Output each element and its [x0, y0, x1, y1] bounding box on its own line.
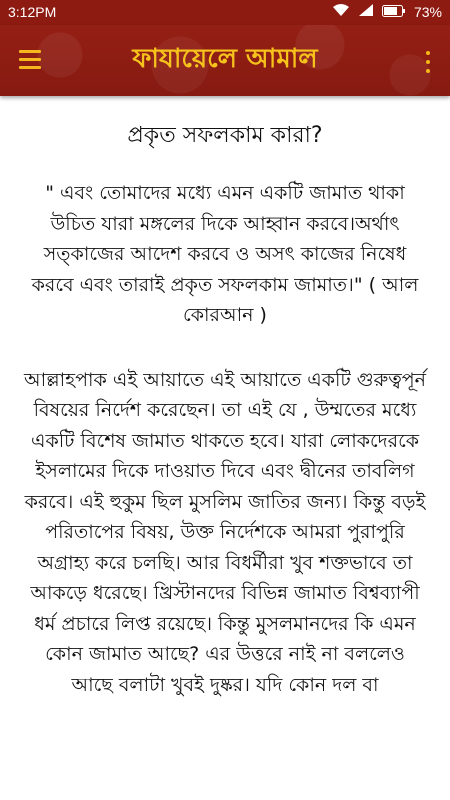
article-title: প্রকৃত সফলকাম কারা?: [127, 123, 323, 148]
hamburger-menu-icon[interactable]: [16, 48, 46, 74]
battery-icon: [382, 4, 406, 20]
status-bar: [0, 0, 450, 25]
battery-percent: 73%: [413, 3, 442, 20]
wifi-icon: [332, 3, 350, 20]
status-icons: [332, 3, 442, 20]
status-time: 3:12PM: [8, 4, 57, 20]
body-paragraph: আল্লাহপাক এই আয়াতে এই আয়াতে একটি গুরুত্বপূর্ন বিষয়ের নির্দেশ করেছেন। তা এই যে , উম্মতের মধ্যে একটি বিশেষ জামাত থাকতে হবে। যারা লোকদেরকে ইসলামের দিকে দাওয়াত দিবে এবং দ্বীনের তাবলিগ করবে। এই হুকুম ছিল মুসলিম জাতির জন্য। কিন্তু বড়ই পরিতাপের বিষয়, উক্ত নির্দেশকে আমরা পুরাপুরি অগ্রাহ্য করে চলছি। আর বিধর্মীরা খুব শক্তভাবে তা আকড়ে ধরেছে। খ্রিস্টানদের বিভিন্ন জামাত বিশ্বব্যাপী ধর্ম প্রচারে লিপ্ত রয়েছে। কিন্তু মুসলমানদের কি এমন কোন জামাত আছে? এর উত্তরে নাই না বললেও আছে বলাটা খুবই দুষ্কর। যদি কোন দল বা: [23, 368, 426, 696]
signal-icon: [358, 3, 374, 20]
app-title: ফাযায়েলে আমাল: [132, 44, 318, 74]
more-vert-icon[interactable]: [418, 47, 438, 77]
quote-paragraph: " এবং তোমাদের মধ্যে এমন একটি জামাত থাকা উচিত যারা মঙ্গলের দিকে আহ্বান করবে।অর্থাৎ সত্কাজের আদেশ করবে ও অসৎ কাজের নিষেধ করবে এবং তারাই প্রকৃত সফলকাম জামাত।" ( আল কোরআন ): [31, 182, 419, 326]
app-bar: [0, 25, 450, 96]
article-content[interactable]: [0, 96, 450, 800]
